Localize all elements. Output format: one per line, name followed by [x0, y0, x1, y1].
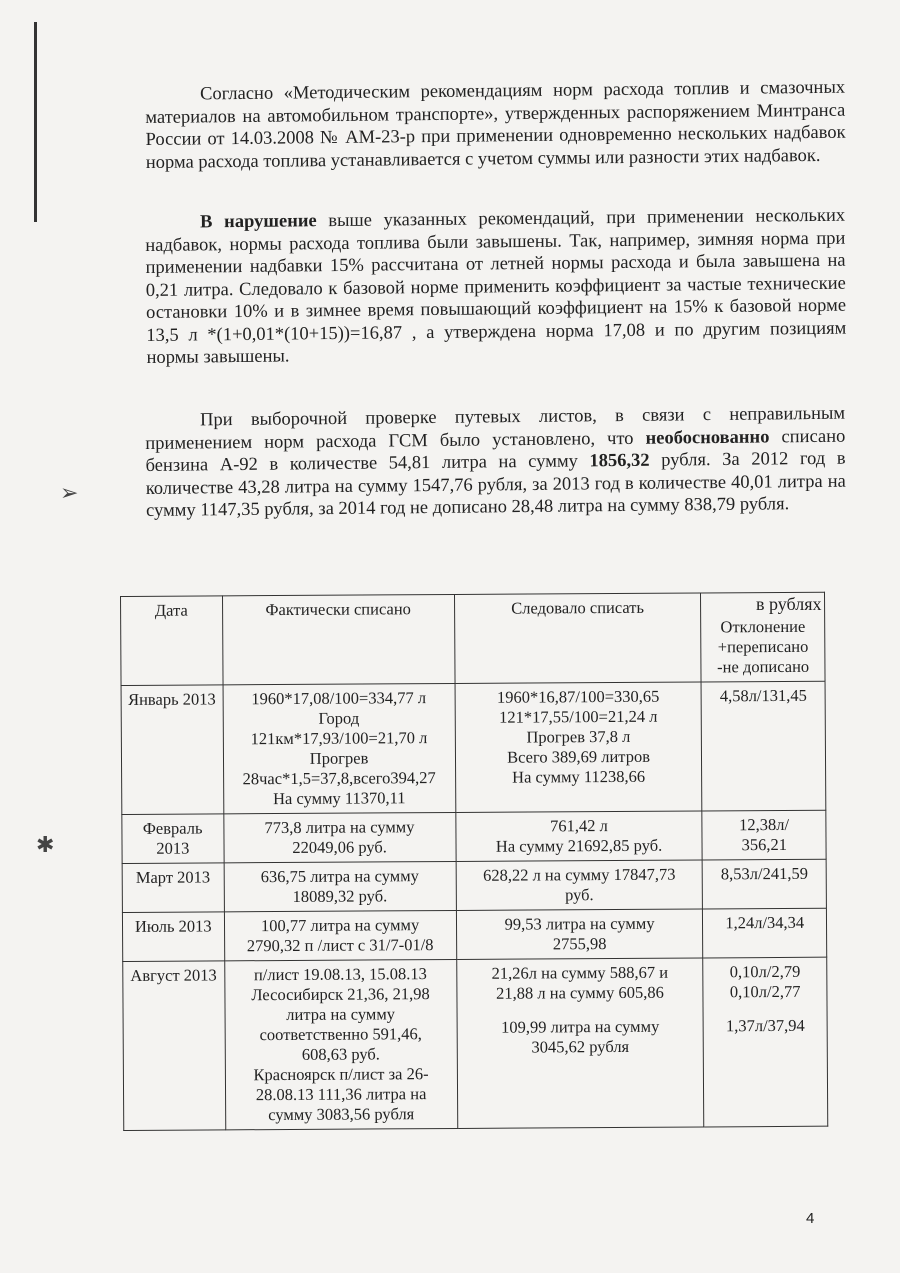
table-row: [123, 957, 828, 1130]
cell-date: [122, 912, 224, 962]
paragraph-3-part3: рубля. За 2012 год в количестве 43,28 литра на сумму 1547,76 рубля, за 2013 год в количестве 40,01 литра на сумму 1147,35 рубля, за 2014 год не дописано 28,48 литра на сумму 838,79 рубля.: [145, 448, 846, 521]
cell-should-line: 3045,62 рубля: [531, 1036, 630, 1057]
cell-actual-line: Красноярск п/лист за 26-: [253, 1064, 429, 1085]
cell-should: [456, 909, 703, 960]
cell-date: [122, 863, 224, 913]
cell-should-line: На сумму 11238,66: [512, 766, 646, 787]
cell-deviation-line: 356,21: [741, 834, 787, 855]
cell-should-line: 109,99 литра на сумму: [501, 1016, 660, 1037]
cell-should: [456, 958, 704, 1129]
cell-actual-line: Лесосибирск 21,36, 21,98: [251, 984, 430, 1005]
cell-actual-line: Прогрев: [309, 748, 369, 768]
header-date: Дата: [121, 596, 223, 686]
cell-actual-line: литра на сумму: [286, 1004, 396, 1024]
cell-deviation: [703, 957, 828, 1127]
cell-actual-line: соответственно 591,46,: [259, 1024, 422, 1045]
cell-actual-line: На сумму 11370,11: [273, 788, 406, 809]
cell-deviation-line: 0,10л/2,77: [729, 981, 801, 1002]
cell-date: [122, 814, 224, 864]
paragraph-2: [145, 205, 847, 370]
cell-should: [455, 682, 703, 813]
total-amount: 1856,32: [589, 450, 650, 472]
cell-should-line: 99,53 литра на сумму: [504, 913, 655, 934]
table-row: [122, 908, 826, 961]
cell-actual: [223, 683, 456, 813]
cell-date-line: Июль 2013: [134, 916, 212, 936]
hole-punch-mark: ➢: [60, 480, 79, 505]
page-number: 4: [806, 1210, 815, 1227]
cell-should-line: 121*17,55/100=21,24 л: [499, 706, 658, 727]
table-row: [122, 859, 826, 912]
cell-deviation-line: 0,10л/2,79: [729, 961, 801, 982]
unjustified-word: необоснованно: [645, 426, 770, 449]
table-header-row: [121, 592, 826, 685]
paragraph-1-text: Согласно «Методическим рекомендациям норм расхода топлив и смазочных материалов на автомобильном транспорте», утвержденных распоряжением Минтранса России от 14.03.2008 № АМ-23-р при применении одновременно нескольких надбавок норма расхода топлива устанавливается с учетом суммы или разности этих надбавок.: [145, 77, 846, 173]
cell-should: [455, 811, 702, 862]
cell-should-line: Всего 389,69 литров: [507, 746, 651, 767]
cell-actual-line: сумму 3083,56 рубля: [268, 1104, 415, 1125]
header-actual: Фактически списано: [222, 594, 455, 684]
units-label: в рублях: [756, 594, 822, 614]
cell-actual: [223, 812, 455, 862]
cell-deviation-line: 8,53л/241,59: [720, 863, 809, 884]
hole-punch-mark: ✱: [36, 832, 55, 857]
cell-date-line: Январь 2013: [127, 689, 216, 709]
cell-actual-line: Город: [318, 708, 360, 728]
header-deviation-text: Отклонение +переписано -не дописано: [717, 616, 810, 677]
cell-should: [456, 860, 703, 911]
cell-date: [121, 685, 223, 815]
paragraph-1: [145, 77, 846, 174]
cell-actual-line: 121км*17,93/100=21,70 л: [250, 728, 428, 749]
cell-date-line: Февраль 2013: [142, 818, 203, 858]
header-deviation: [701, 592, 825, 682]
cell-should-line: 1960*16,87/100=330,65: [496, 686, 660, 707]
margin-line: [34, 22, 37, 222]
table-body: [121, 681, 828, 1130]
cell-deviation: [703, 908, 827, 958]
cell-should-line: руб.: [565, 885, 594, 905]
cell-should-line: 628,22 л на сумму 17847,73: [482, 864, 676, 885]
cell-actual: [224, 910, 456, 960]
cell-deviation-line: 12,38л/: [739, 814, 790, 835]
cell-actual-line: 18089,32 руб.: [292, 886, 388, 906]
cell-should-line: [461, 1002, 699, 1017]
cell-should-line: 2755,98: [552, 934, 607, 954]
cell-actual-line: 636,75 литра на сумму: [260, 866, 419, 887]
cell-should-line: Прогрев 37,8 л: [526, 726, 631, 747]
cell-actual-line: 28час*1,5=37,8,всего394,27: [242, 768, 436, 789]
cell-deviation-line: [708, 1002, 823, 1017]
paragraph-3-part1: При выборочной проверке путевых листов, в связи с неправильным применением норм расхода ГСМ было установлено, что: [145, 403, 846, 454]
cell-actual-line: 2790,32 п /лист с 31/7-01/8: [246, 935, 434, 956]
cell-actual-line: 608,63 руб.: [301, 1044, 380, 1064]
cell-actual-line: 773,8 литра на сумму: [264, 817, 415, 838]
cell-date-line: Август 2013: [130, 965, 217, 985]
cell-should-line: На сумму 21692,85 руб.: [495, 835, 663, 856]
cell-actual-line: п/лист 19.08.13, 15.08.13: [253, 964, 427, 985]
header-should: Следовало списать: [454, 593, 701, 684]
cell-actual-line: 22049,06 руб.: [292, 837, 387, 857]
violation-lead: В нарушение: [200, 211, 317, 233]
cell-actual: [224, 861, 456, 911]
paragraph-2-text: выше указанных рекомендаций, при применении нескольких надбавок, нормы расхода топлива были завышены. Так, например, зимняя норма при применении надбавки 15% рассчитана от летней нормы расхода и была завышена на 0,21 литра. Следовало к базовой норме применить коэффициент за частые технические остановки 10% и в зимнее время повышающий коэффициент на 15% к базовой норме 13,5 л *(1+0,01*(10+15))=16,87 , а утверждена норма 17,08 и по другим позициям нормы завышены.: [145, 205, 847, 368]
cell-should-line: 761,42 л: [550, 816, 608, 836]
cell-should-line: 21,26л на сумму 588,67 и: [491, 962, 669, 983]
cell-deviation-line: 1,37л/37,94: [725, 1015, 805, 1036]
table-row: [122, 810, 826, 863]
cell-date: [123, 961, 226, 1131]
fuel-table: [120, 592, 828, 1131]
cell-actual: [224, 959, 457, 1129]
cell-actual-line: 1960*17,08/100=334,77 л: [251, 688, 427, 709]
cell-deviation-line: 4,58л/131,45: [719, 685, 807, 706]
cell-deviation: [703, 859, 827, 909]
cell-date-line: Март 2013: [135, 867, 211, 887]
cell-deviation-line: 1,24л/34,34: [725, 912, 805, 933]
paragraph-3-part2: списано бензина А-92 в количестве 54,81 литра на сумму: [145, 426, 846, 476]
cell-deviation: [701, 681, 825, 811]
paragraph-3: [145, 403, 846, 523]
cell-should-line: 21,88 л на сумму 605,86: [496, 982, 664, 1003]
cell-deviation: [702, 810, 826, 860]
cell-actual-line: 28.08.13 111,36 литра на: [255, 1084, 427, 1105]
cell-actual-line: 100,77 литра на сумму: [260, 915, 420, 936]
table-row: [121, 681, 826, 814]
